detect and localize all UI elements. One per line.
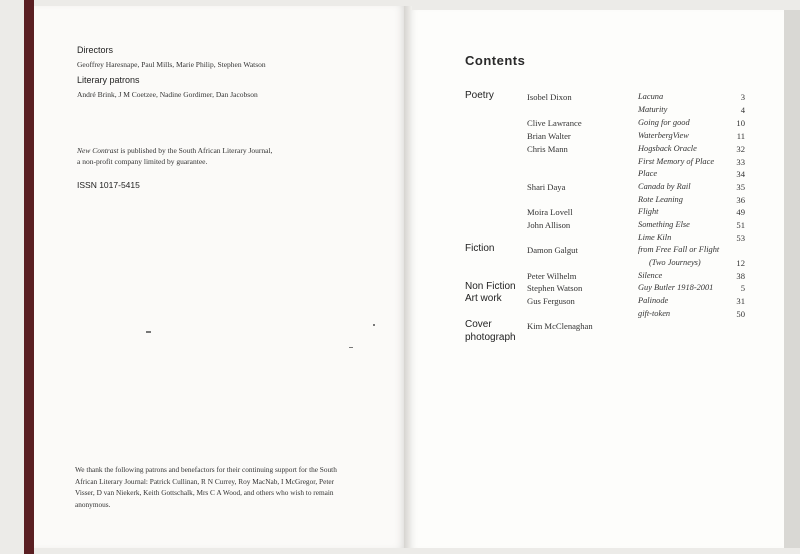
section-art-work: Art work bbox=[465, 293, 502, 304]
journal-name: New Contrast bbox=[77, 146, 119, 155]
entry-title: Going for good bbox=[638, 118, 690, 127]
entry-page: 38 bbox=[736, 271, 745, 281]
publisher-line-1-rest: is published by the South African Literary Journal, bbox=[118, 146, 273, 155]
entry-title: Flight bbox=[638, 207, 659, 216]
entry-title: gift-token bbox=[638, 309, 671, 318]
entry-page: 49 bbox=[736, 207, 745, 217]
entry-page: 51 bbox=[736, 220, 745, 230]
section-fiction: Fiction bbox=[465, 243, 495, 254]
entry-title: Palinode bbox=[638, 296, 669, 305]
entry-author: Gus Ferguson bbox=[527, 296, 575, 306]
entry-title: Lime Kiln bbox=[638, 233, 672, 242]
entry-title: Maturity bbox=[638, 105, 668, 114]
entry-title: Rote Leaning bbox=[638, 195, 683, 204]
entry-author: Damon Galgut bbox=[527, 245, 578, 255]
page-edge bbox=[784, 10, 800, 548]
entry-page: 31 bbox=[736, 296, 745, 306]
entry-author: Moira Lovell bbox=[527, 207, 573, 217]
paper-speck bbox=[373, 324, 375, 326]
entry-page: 33 bbox=[736, 157, 745, 167]
issn: ISSN 1017-5415 bbox=[77, 180, 140, 190]
entry-author: Chris Mann bbox=[527, 144, 568, 154]
entry-page: 53 bbox=[736, 233, 745, 243]
entry-page: 11 bbox=[736, 131, 745, 141]
entry-title: WaterbergView bbox=[638, 131, 689, 140]
publisher-line-2: a non-profit company limited by guarantee. bbox=[77, 157, 208, 166]
entry-page: 5 bbox=[740, 283, 745, 293]
entry-title: Lacuna bbox=[638, 92, 664, 101]
entry-author: Kim McClenaghan bbox=[527, 321, 593, 331]
paper-speck bbox=[349, 347, 353, 348]
entry-title: from Free Fall or Flight bbox=[638, 245, 720, 254]
entry-author: Clive Lawrance bbox=[527, 118, 582, 128]
entry-title: Place bbox=[638, 169, 658, 178]
section-photograph: photograph bbox=[465, 332, 516, 343]
contents-title: Contents bbox=[465, 53, 526, 68]
directors-names: Geoffrey Haresnape, Paul Mills, Marie Philip, Stephen Watson bbox=[77, 60, 266, 69]
patrons-names: André Brink, J M Coetzee, Nadine Gordimer, Dan Jacobson bbox=[77, 90, 258, 99]
entry-page: 4 bbox=[740, 105, 745, 115]
entry-author: Peter Wilhelm bbox=[527, 271, 577, 281]
thanks-paragraph: We thank the following patrons and benefactors for their continuing support for the South African Literary Journal: Patrick Cullinan, R N Currey, Roy MacNab, I McGregor, Peter Visser, D van Niekerk, Keith Gottschalk, Mrs C A Wood, and others who wish to remain anonymous. bbox=[75, 465, 337, 509]
entry-page: 12 bbox=[736, 258, 745, 268]
section-cover: Cover bbox=[465, 319, 492, 330]
section-poetry: Poetry bbox=[465, 90, 494, 101]
entry-author: Brian Walter bbox=[527, 131, 571, 141]
entry-title: Hogsback Oracle bbox=[638, 144, 697, 153]
entry-author: Isobel Dixon bbox=[527, 92, 572, 102]
entry-page: 50 bbox=[736, 309, 745, 319]
paper-speck bbox=[146, 331, 151, 333]
entry-page: 36 bbox=[736, 195, 745, 205]
entry-title: First Memory of Place bbox=[638, 157, 715, 166]
section-non-fiction: Non Fiction bbox=[465, 281, 516, 292]
entry-page: 3 bbox=[740, 92, 745, 102]
entry-page: 34 bbox=[736, 169, 745, 179]
entry-author: Stephen Watson bbox=[527, 283, 583, 293]
entry-title: Guy Butler 1918-2001 bbox=[638, 283, 714, 292]
entry-author: John Allison bbox=[527, 220, 571, 230]
patrons-heading: Literary patrons bbox=[77, 75, 140, 85]
entry-page: 32 bbox=[736, 144, 745, 154]
entry-title: Canada by Rail bbox=[638, 182, 691, 191]
entry-page: 35 bbox=[736, 182, 745, 192]
entry-author: Shari Daya bbox=[527, 182, 566, 192]
directors-heading: Directors bbox=[77, 45, 114, 55]
publisher-line-1 bbox=[77, 146, 272, 155]
entry-title: Something Else bbox=[638, 220, 690, 229]
book-cover-edge bbox=[24, 0, 34, 554]
entry-title: Silence bbox=[638, 271, 663, 280]
entry-page: 10 bbox=[736, 118, 745, 128]
entry-title: (Two Journeys) bbox=[649, 258, 701, 267]
